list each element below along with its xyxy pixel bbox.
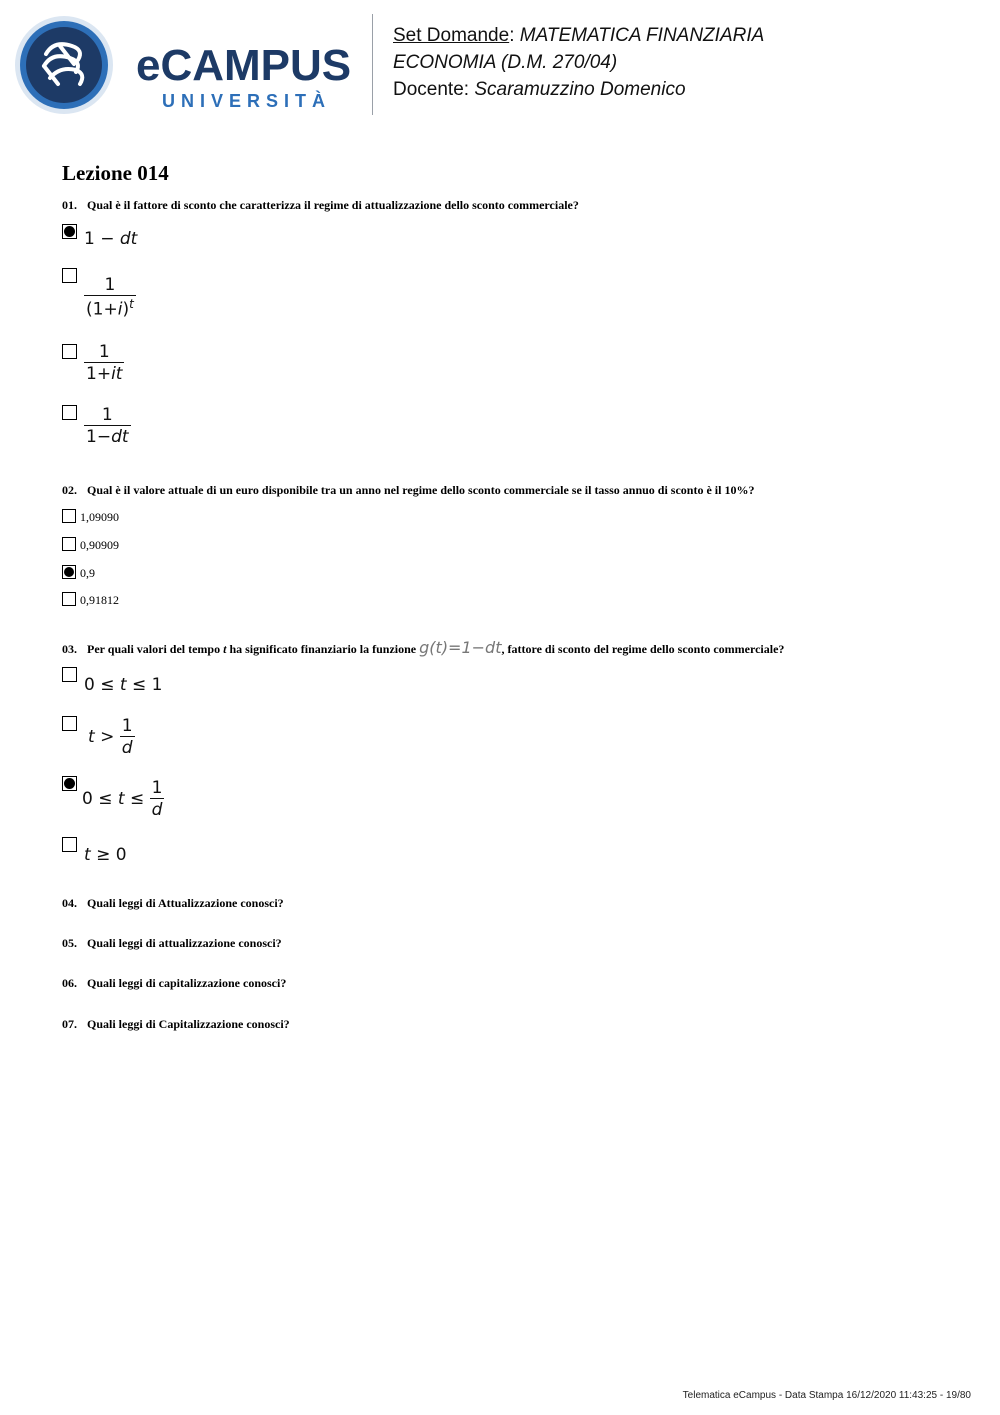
page-footer: Telematica eCampus - Data Stampa 16/12/2020 11:43:25 - 19/80 — [682, 1390, 971, 1401]
answer-text: 0,9 — [80, 566, 95, 580]
formula-simple-discount: $\frac{1}{1+it}$ — [86, 342, 123, 384]
logo-brand-text: eCAMPUS — [136, 41, 352, 90]
question-text: Qual è il fattore di sconto che caratterizza il regime di attualizzazione dello sconto commerciale? — [87, 198, 579, 212]
formula-1-minus-dt: 1 − dt — [84, 229, 138, 249]
answer-text: 1,09090 — [80, 510, 119, 524]
course-title-line2: ECONOMIA (D.M. 270/04) — [393, 52, 618, 73]
question-number: 04. — [62, 896, 77, 910]
answer-checkbox-checked[interactable] — [62, 776, 77, 791]
formula-reciprocal-discount: $\frac{1}{1-dt}$ — [86, 405, 129, 447]
question-text: Quali leggi di Attualizzazione conosci? — [87, 896, 284, 910]
question-05 — [62, 936, 282, 951]
question-text: Qual è il valore attuale di un euro disponibile tra un anno nel regime dello sconto commerciale se il tasso annuo di sconto è il 10%? — [87, 483, 755, 497]
course-header: Set Domande: MATEMATICA FINANZIARIA ECONOMIA (D.M. 270/04) Docente: Scaramuzzino Domenico — [393, 25, 765, 100]
question-text: Quali leggi di Capitalizzazione conosci? — [87, 1017, 290, 1031]
question-number: 01. — [62, 198, 77, 212]
question-01 — [62, 198, 579, 213]
question-03: 03. Per quali valori del tempo t ha significato finanziario la funzione g(t)=1−dt, fattore di sconto del regime dello sconto commerciale? — [62, 638, 785, 657]
question-04 — [62, 896, 284, 911]
answer-checkbox[interactable] — [62, 837, 77, 852]
logo-sub-text: UNIVERSITÀ — [162, 91, 332, 111]
answer-checkbox[interactable] — [62, 405, 77, 420]
question-text: Quali leggi di capitalizzazione conosci? — [87, 976, 287, 990]
answer-checkbox[interactable] — [62, 344, 77, 359]
question-text: Quali leggi di attualizzazione conosci? — [87, 936, 282, 950]
answer-checkbox[interactable] — [62, 268, 77, 283]
formula-t-between-0-1: 0 ≤ t ≤ 1 — [84, 675, 163, 695]
teacher-name: Scaramuzzino Domenico — [474, 79, 686, 100]
question-number: 03. — [62, 642, 77, 656]
answer-checkbox[interactable] — [62, 509, 76, 523]
header-divider — [372, 14, 373, 115]
question-06 — [62, 976, 286, 991]
formula-t-between-0-1-over-d: 0 ≤ t ≤ $\frac{1}{d}$ — [82, 778, 163, 820]
lesson-title: Lezione 014 — [62, 161, 169, 185]
ecampus-logo — [14, 14, 359, 118]
question-number: 05. — [62, 936, 77, 950]
teacher-label: Docente: — [393, 79, 475, 100]
answer-text: 0,90909 — [80, 538, 119, 552]
answer-checkbox[interactable] — [62, 537, 76, 551]
answer-checkbox-checked[interactable] — [62, 565, 76, 579]
answer-checkbox-checked[interactable] — [62, 224, 77, 239]
question-02 — [62, 483, 754, 498]
answer-text: 0,91812 — [80, 593, 119, 607]
answer-checkbox[interactable] — [62, 667, 77, 682]
question-number: 02. — [62, 483, 77, 497]
answer-checkbox[interactable] — [62, 592, 76, 606]
set-label: Set Domande — [393, 25, 510, 46]
answer-checkbox[interactable] — [62, 716, 77, 731]
formula-compound-discount: $\frac{1}{(1+i)^t}$ — [86, 275, 134, 320]
course-title-line1: MATEMATICA FINANZIARIA — [519, 25, 765, 46]
question-07 — [62, 1017, 290, 1032]
formula-t-nonnegative: t ≥ 0 — [84, 845, 127, 865]
question-number: 06. — [62, 976, 77, 990]
question-formula: g(t)=1−dt — [419, 638, 502, 657]
question-number: 07. — [62, 1017, 77, 1031]
formula-t-greater-1-over-d: t > $\frac{1}{d}$ — [88, 716, 133, 758]
